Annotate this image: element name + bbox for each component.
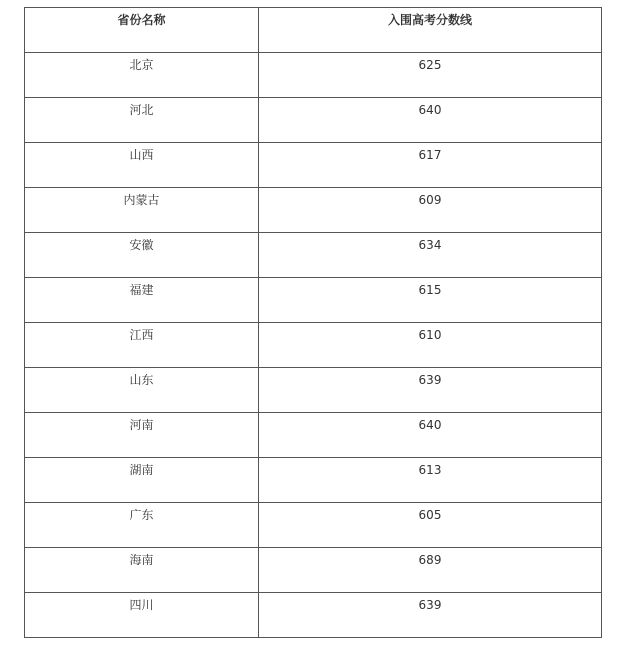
header-score: 入围高考分数线	[259, 8, 602, 53]
table-row	[25, 503, 602, 548]
score-cell: 689	[259, 548, 602, 593]
table-row	[25, 188, 602, 233]
table-row	[25, 143, 602, 188]
table-row	[25, 458, 602, 503]
table-row	[25, 53, 602, 98]
table-row	[25, 548, 602, 593]
table-row	[25, 233, 602, 278]
table-row	[25, 98, 602, 143]
province-cell: 北京	[25, 53, 259, 98]
province-cell: 内蒙古	[25, 188, 259, 233]
province-cell: 山东	[25, 368, 259, 413]
score-cell: 615	[259, 278, 602, 323]
province-cell: 湖南	[25, 458, 259, 503]
score-cell: 640	[259, 413, 602, 458]
score-cell: 609	[259, 188, 602, 233]
province-cell: 山西	[25, 143, 259, 188]
score-cell: 639	[259, 593, 602, 638]
score-cell: 610	[259, 323, 602, 368]
table-header-row	[25, 8, 602, 53]
province-cell: 广东	[25, 503, 259, 548]
table-row	[25, 278, 602, 323]
province-cell: 江西	[25, 323, 259, 368]
score-cell: 625	[259, 53, 602, 98]
table-row	[25, 413, 602, 458]
province-cell: 河南	[25, 413, 259, 458]
score-table	[24, 7, 602, 638]
score-cell: 634	[259, 233, 602, 278]
score-cell: 605	[259, 503, 602, 548]
score-cell: 617	[259, 143, 602, 188]
province-cell: 海南	[25, 548, 259, 593]
header-province: 省份名称	[25, 8, 259, 53]
score-cell: 640	[259, 98, 602, 143]
province-cell: 安徽	[25, 233, 259, 278]
province-cell: 福建	[25, 278, 259, 323]
score-cell: 613	[259, 458, 602, 503]
province-cell: 四川	[25, 593, 259, 638]
table-row	[25, 323, 602, 368]
score-cell: 639	[259, 368, 602, 413]
table-row	[25, 593, 602, 638]
table-row	[25, 368, 602, 413]
province-cell: 河北	[25, 98, 259, 143]
